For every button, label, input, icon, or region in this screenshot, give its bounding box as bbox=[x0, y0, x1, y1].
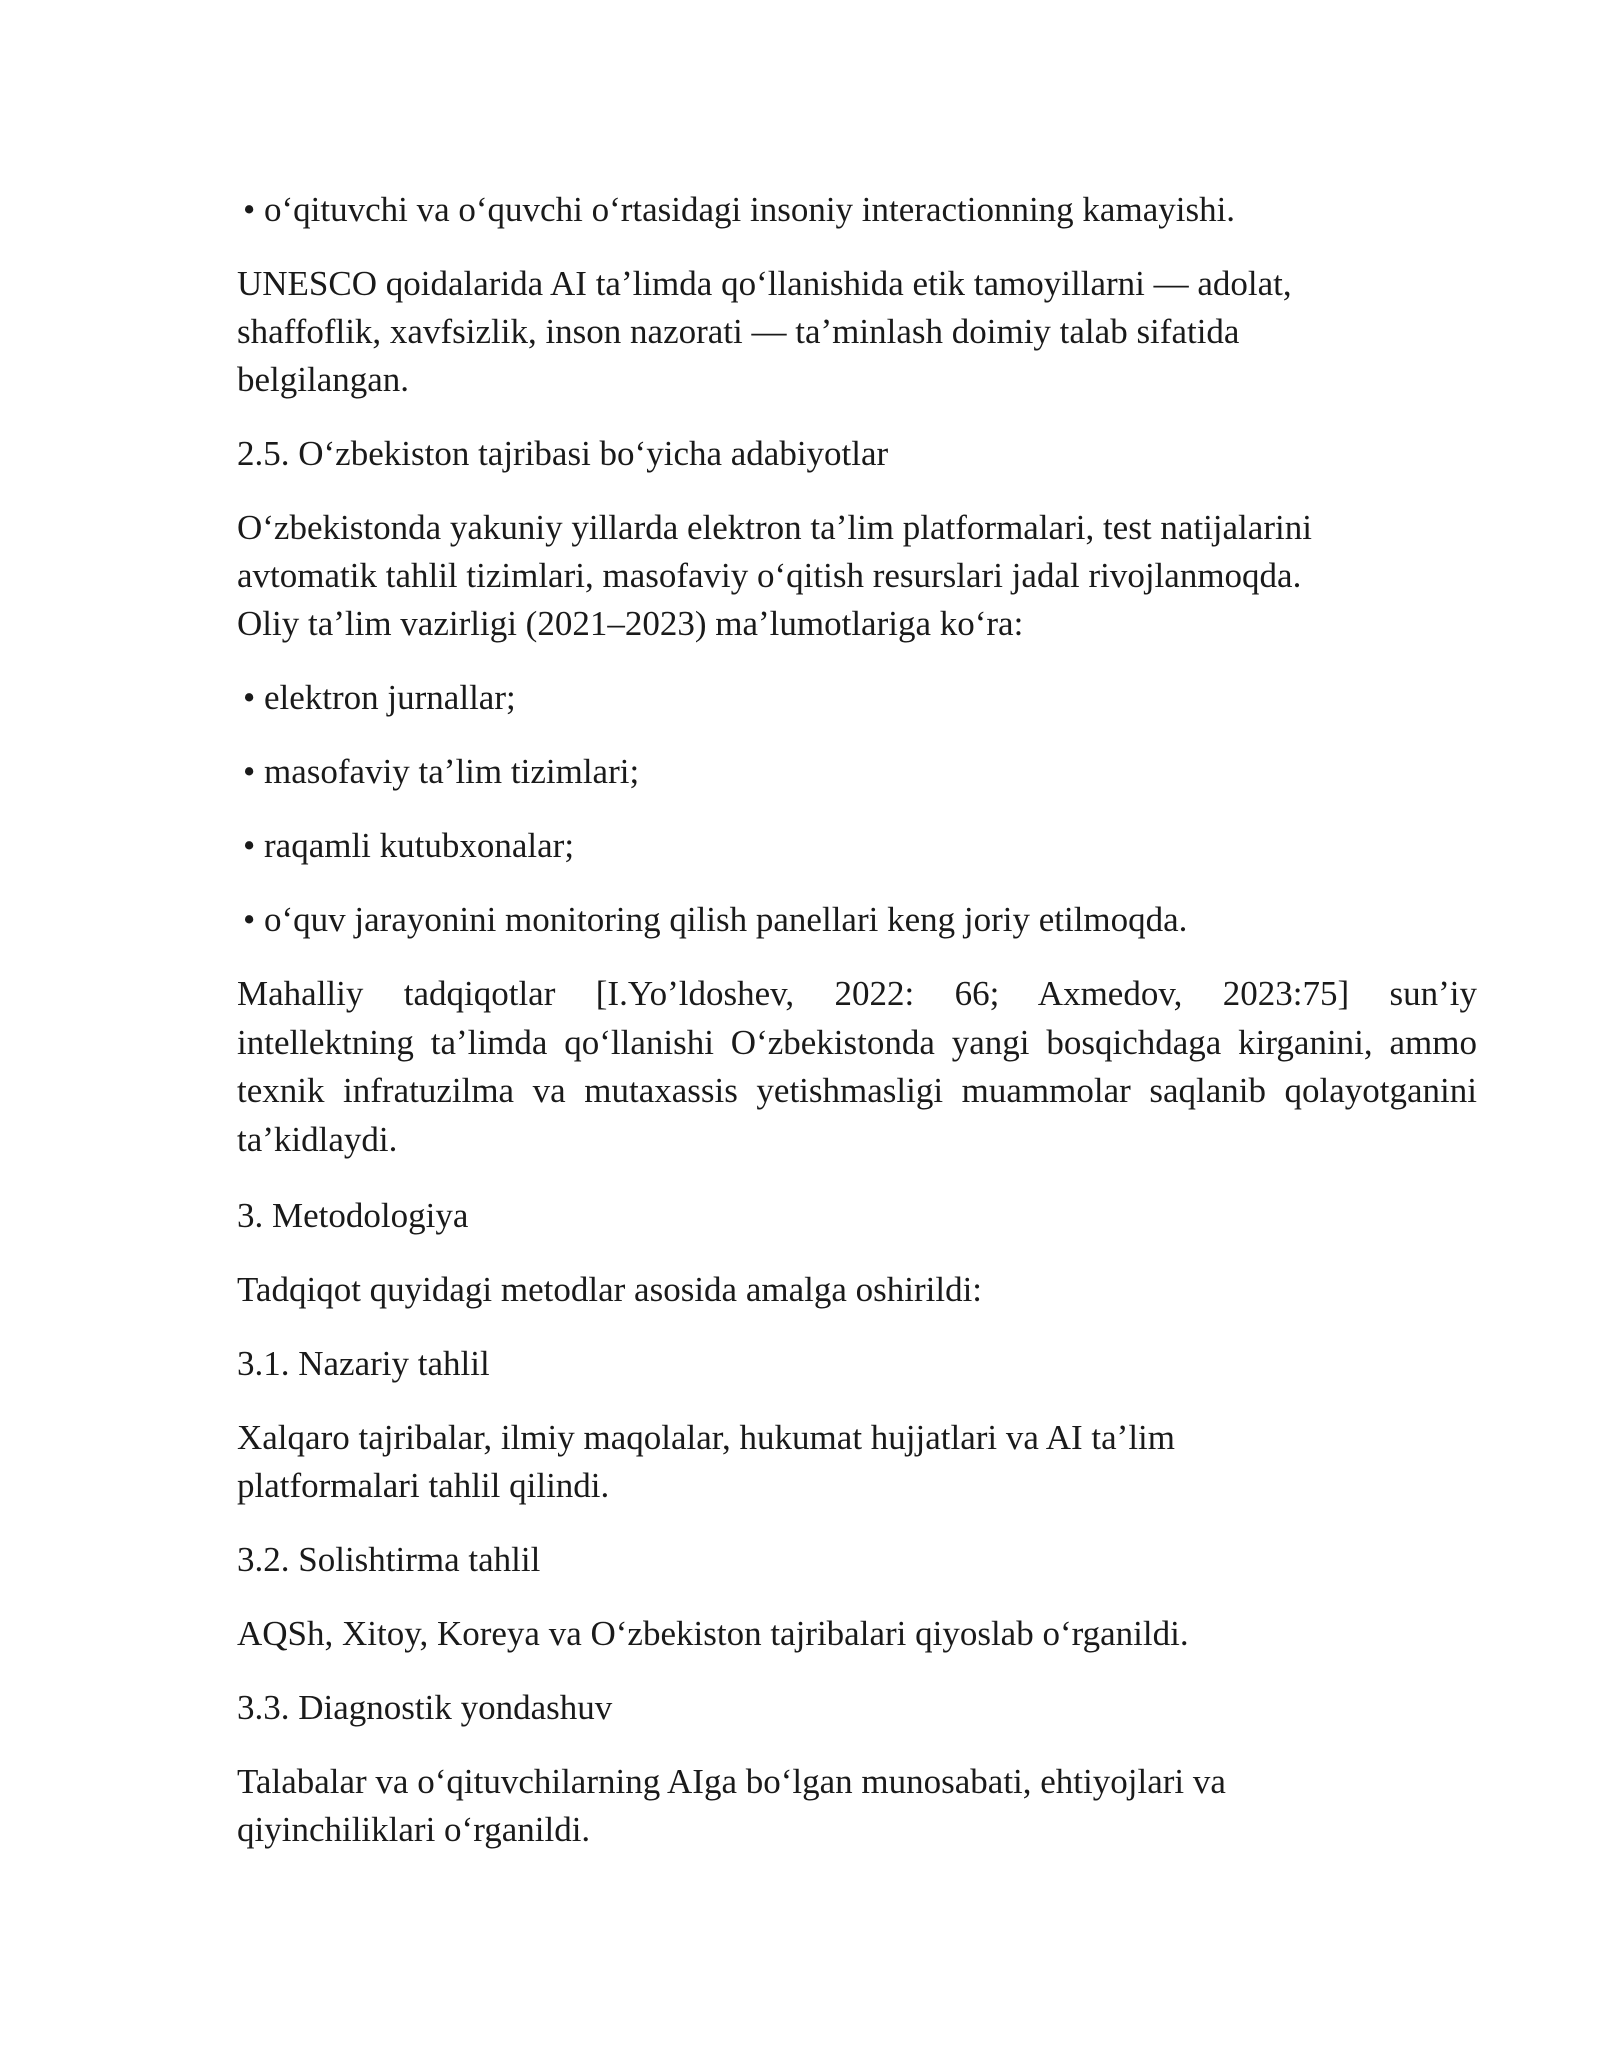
paragraph-line: platformalari tahlil qilindi. bbox=[237, 1466, 610, 1505]
paragraph-line: texnik infratuzilma va mutaxassis yetishmasligi muammolar saqlanib qolayotganini bbox=[237, 1071, 1477, 1110]
subsection-heading: 3.2. Solishtirma tahlil bbox=[237, 1540, 541, 1579]
subsection-heading: 3.1. Nazariy tahlil bbox=[237, 1344, 490, 1383]
paragraph-line: Oliy taʼlim vazirligi (2021–2023) maʼlumotlariga koʻra: bbox=[237, 604, 1024, 643]
paragraph-line: shaffoflik, xavfsizlik, inson nazorati — taʼminlash doimiy talab sifatida bbox=[237, 312, 1240, 351]
paragraph-line: belgilangan. bbox=[237, 360, 410, 399]
paragraph-line: Tadqiqot quyidagi metodlar asosida amalga oshirildi: bbox=[237, 1270, 983, 1309]
bullet-item: • raqamli kutubxonalar; bbox=[243, 826, 575, 865]
paragraph-line: AQSh, Xitoy, Koreya va Oʻzbekiston tajribalari qiyoslab oʻrganildi. bbox=[237, 1614, 1189, 1653]
paragraph-line: Talabalar va oʻqituvchilarning AIga boʻlgan munosabati, ehtiyojlari va bbox=[237, 1762, 1226, 1801]
paragraph-line: Oʻzbekistonda yakuniy yillarda elektron taʼlim platformalari, test natijalarini bbox=[237, 508, 1312, 547]
justified-paragraph bbox=[237, 970, 1477, 1164]
paragraph-line: UNESCO qoidalarida AI taʼlimda qoʻllanishida etik tamoyillarni — adolat, bbox=[237, 264, 1292, 303]
paragraph-line: avtomatik tahlil tizimlari, masofaviy oʻqitish resurslari jadal rivojlanmoqda. bbox=[237, 556, 1302, 595]
bullet-item: • elektron jurnallar; bbox=[243, 678, 516, 717]
bullet-item: • oʻqituvchi va oʻquvchi oʻrtasidagi insoniy interactionning kamayishi. bbox=[243, 190, 1236, 229]
bullet-item: • oʻquv jarayonini monitoring qilish panellari keng joriy etilmoqda. bbox=[243, 900, 1188, 939]
paragraph-line: taʼkidlaydi. bbox=[237, 1119, 398, 1159]
paragraph-line: Xalqaro tajribalar, ilmiy maqolalar, hukumat hujjatlari va AI taʼlim bbox=[237, 1418, 1176, 1457]
paragraph-line: intellektning taʼlimda qoʻllanishi Oʻzbekistonda yangi bosqichdaga kirganini, ammo bbox=[237, 1022, 1477, 1062]
section-heading: 2.5. Oʻzbekiston tajribasi boʻyicha adabiyotlar bbox=[237, 434, 889, 473]
bullet-item: • masofaviy taʼlim tizimlari; bbox=[243, 752, 640, 791]
subsection-heading: 3.3. Diagnostik yondashuv bbox=[237, 1688, 613, 1727]
paragraph-line: Mahalliy tadqiqotlar [I.Yoʼldoshev, 2022: 66; Axmedov, 2023:75] sunʼiy bbox=[237, 974, 1477, 1013]
paragraph-line: qiyinchiliklari oʻrganildi. bbox=[237, 1810, 591, 1849]
section-heading: 3. Metodologiya bbox=[237, 1196, 469, 1235]
